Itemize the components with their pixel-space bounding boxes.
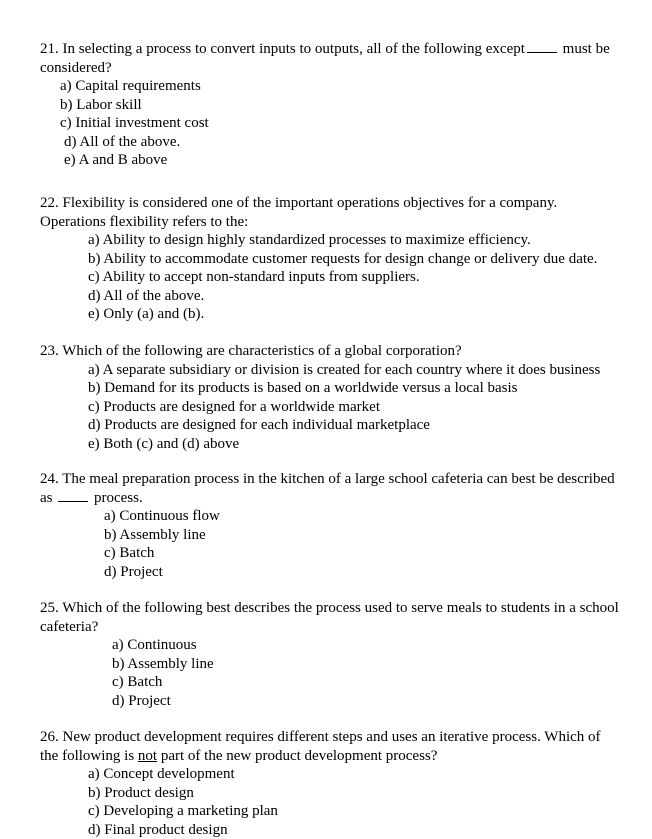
option: d) Products are designed for each individual marketplace (88, 417, 430, 433)
option: b) Ability to accommodate customer requests for design change or delivery due date. (88, 250, 598, 267)
option: c) Products are designed for a worldwide market (88, 398, 380, 415)
options-list (88, 361, 652, 454)
option: e) A and B above (64, 152, 168, 168)
option: e) Both (c) and (d) above (88, 435, 240, 452)
answer-blank (58, 489, 88, 502)
question-stem: 24. The meal preparation process in the kitchen of a large school cafeteria can best be described (40, 471, 615, 487)
question-stem: as process. (40, 489, 143, 506)
option: c) Developing a marketing plan (88, 803, 278, 819)
question-stem: 25. Which of the following best describes the process used to serve meals to students in a school (40, 600, 619, 616)
question-23 (40, 342, 652, 453)
option: b) Assembly line (104, 526, 206, 543)
option: c) Batch (112, 674, 163, 690)
option: e) Only (a) and (b). (88, 306, 205, 322)
question-25 (40, 599, 652, 710)
options-list (104, 507, 652, 581)
option: b) Assembly line (112, 655, 214, 672)
question-stem: 23. Which of the following are characteristics of a global corporation? (40, 343, 462, 359)
options-list (88, 231, 652, 324)
option: a) Continuous flow (104, 508, 220, 524)
option: d) Final product design (88, 821, 228, 838)
option: b) Product design (88, 784, 194, 801)
question-stem: 21. In selecting a process to convert inputs to outputs, all of the following except must be (40, 41, 610, 57)
option: a) Continuous (112, 637, 197, 653)
option: c) Batch (104, 545, 155, 561)
question-stem: Operations flexibility refers to the: (40, 213, 249, 230)
option: a) A separate subsidiary or division is created for each country where it does business (88, 361, 601, 378)
option: d) Project (104, 563, 163, 580)
option: a) Ability to design highly standardized processes to maximize efficiency. (88, 232, 531, 248)
question-26 (40, 728, 652, 839)
answer-blank (527, 40, 557, 53)
options-list (88, 765, 652, 839)
options-list (112, 636, 652, 710)
option: a) Concept development (88, 766, 235, 782)
question-21 (40, 40, 652, 170)
option: b) Labor skill (60, 96, 142, 113)
options-list (60, 77, 652, 170)
question-24 (40, 470, 652, 581)
option: a) Capital requirements (60, 78, 201, 94)
question-stem: cafeteria? (40, 618, 99, 635)
question-stem: 26. New product development requires different steps and uses an iterative process. Which of (40, 729, 601, 745)
question-stem: considered? (40, 59, 112, 76)
option: d) Project (112, 692, 171, 709)
question-22 (40, 194, 652, 324)
underlined-word: not (137, 747, 158, 764)
question-stem: 22. Flexibility is considered one of the important operations objectives for a company. (40, 195, 558, 211)
question-stem: the following is not part of the new product development process? (40, 747, 438, 764)
option: d) All of the above. (88, 287, 205, 304)
option: d) All of the above. (64, 133, 181, 150)
option: c) Ability to accept non-standard inputs from suppliers. (88, 269, 420, 285)
option: c) Initial investment cost (60, 115, 209, 131)
option: b) Demand for its products is based on a worldwide versus a local basis (88, 380, 518, 396)
